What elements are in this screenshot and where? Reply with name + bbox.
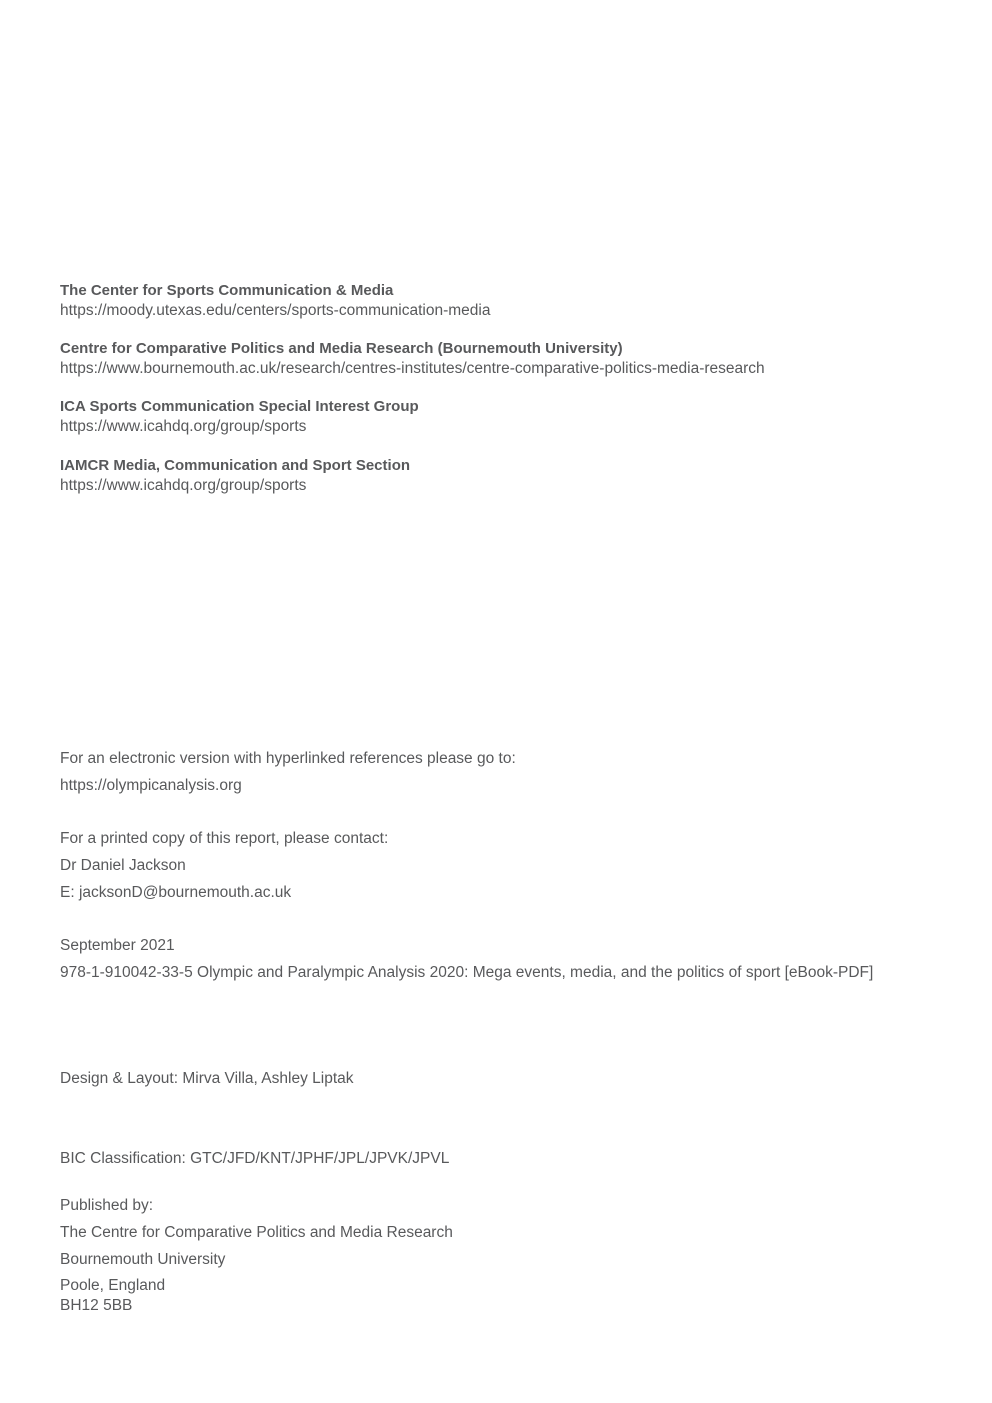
organization-entry: [60, 397, 419, 437]
publication-date: September 2021: [60, 937, 175, 954]
organization-name: IAMCR Media, Communication and Sport Section: [60, 457, 411, 474]
organization-name: ICA Sports Communication Special Interest Group: [60, 398, 419, 415]
organization-name: Centre for Comparative Politics and Media Research (Bournemouth University): [60, 340, 623, 357]
organization-name: The Center for Sports Communication & Media: [60, 282, 394, 299]
electronic-version-url[interactable]: https://olympicanalysis.org: [60, 777, 242, 794]
publisher-section: [60, 1192, 453, 1316]
electronic-version-intro: For an electronic version with hyperlinked references please go to:: [60, 750, 516, 767]
bic-classification: BIC Classification: GTC/JFD/KNT/JPHF/JPL/JPVK/JPVL: [60, 1150, 450, 1167]
contact-email[interactable]: E: jacksonD@bournemouth.ac.uk: [60, 884, 292, 901]
organization-url[interactable]: https://www.icahdq.org/group/sports: [60, 477, 307, 494]
bic-classification-section: [60, 1145, 449, 1172]
contact-name: Dr Daniel Jackson: [60, 857, 186, 874]
organization-entry: [60, 456, 410, 496]
publisher-name: The Centre for Comparative Politics and Media Research: [60, 1224, 453, 1241]
design-layout-section: [60, 1065, 354, 1092]
publisher-postcode: BH12 5BB: [60, 1297, 133, 1314]
publisher-location: Poole, England: [60, 1277, 166, 1294]
isbn-title: 978-1-910042-33-5 Olympic and Paralympic Analysis 2020: Mega events, media, and the politics of sport [eBook-PDF]: [60, 964, 874, 981]
printed-copy-intro: For a printed copy of this report, please contact:: [60, 830, 389, 847]
organization-url[interactable]: https://www.bournemouth.ac.uk/research/centres-institutes/centre-comparative-politics-media-research: [60, 360, 765, 377]
design-layout-credit: Design & Layout: Mirva Villa, Ashley Liptak: [60, 1070, 354, 1087]
electronic-version-section: [60, 745, 516, 799]
published-by-label: Published by:: [60, 1197, 154, 1214]
printed-copy-section: [60, 825, 388, 906]
publisher-university: Bournemouth University: [60, 1251, 226, 1268]
organization-url[interactable]: https://www.icahdq.org/group/sports: [60, 418, 307, 435]
organization-entry: [60, 339, 765, 379]
publication-section: [60, 932, 873, 986]
organization-url[interactable]: https://moody.utexas.edu/centers/sports-communication-media: [60, 302, 491, 319]
organization-entry: [60, 281, 490, 321]
